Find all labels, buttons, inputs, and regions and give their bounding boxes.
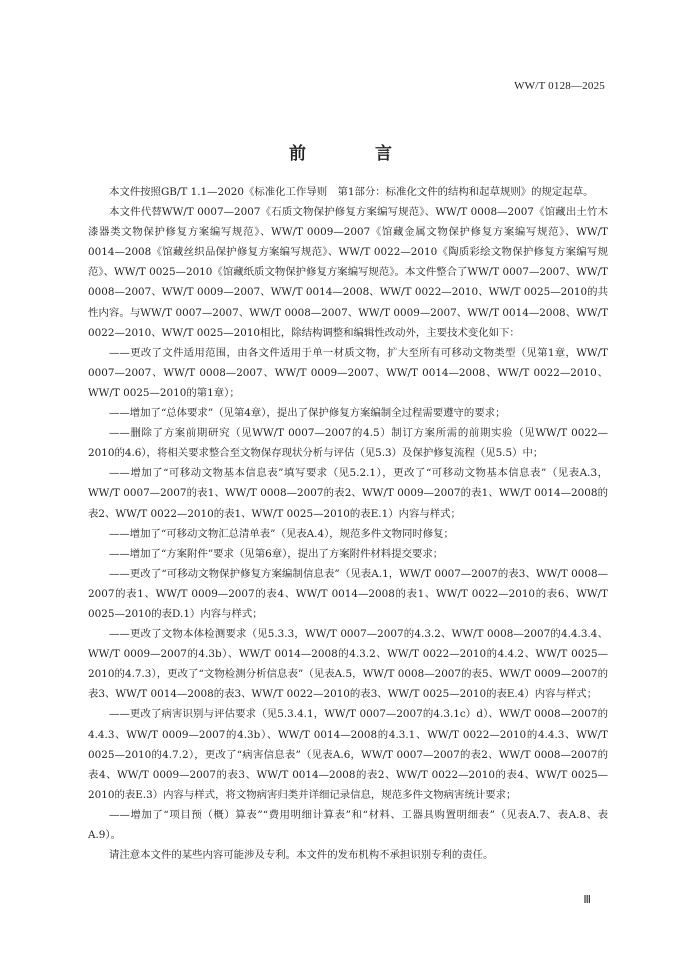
page-number: Ⅲ [583,894,591,906]
document-body [88,182,608,865]
page-title: 前 言 [289,144,418,164]
paragraph: ——更改了文件适用范围，由各文件适用于单一材质文物，扩大至所有可移动文物类型（见第1章，WW/T 0007—2007、WW/T 0008—2007、WW/T 0009—2007、WW/T 0014—2008、WW/T 0022—2010、WW/T 0025—2010的第1章）； [88,346,608,399]
document-code: WW/T 0128—2025 [514,80,605,92]
paragraph: 本文件代替WW/T 0007—2007《石质文物保护修复方案编写规范》、WW/T 0008—2007《馆藏出土竹木漆器类文物保护修复方案编写规范》、WW/T 0009—2007《馆藏金属文物保护修复方案编写规范》、WW/T 0014—2008《馆藏丝织品保护修复方案编写规范》、WW/T 0022—2010《陶质彩绘文物保护修复方案编写规范》、WW/T 0025—2010《馆藏纸质文物保护修复方案编写规范》。本文件整合了WW/T 0007—2007、WW/T 0008—2007、WW/T 0009—2007、WW/T 0014—2008、WW/T 0022—2010、WW/T 0025—2010的共性内容。与WW/T 0007—2007、WW/T 0008—2007、WW/T 0009—2007、WW/T 0014—2008、WW/T 0022—2010、WW/T 0025—2010相比，除结构调整和编辑性改动外，主要技术变化如下： [88,206,608,339]
paragraph: 本文件按照GB/T 1.1—2020《标准化工作导则 第1部分：标准化文件的结构和起草规则》的规定起草。 [109,186,594,198]
paragraph: ——增加了“方案附件”要求（见第6章），提出了方案附件材料提交要求； [109,547,444,560]
paragraph: ——更改了“可移动文物保护修复方案编制信息表”（见表A.1，WW/T 0007—2007的表3、WW/T 0008—2007的表1、WW/T 0009—2007的表4、WW/T 0014—2008的表1、WW/T 0022—2010的表6、WW/T 0025—2010的表D.1）内容与样式； [88,567,608,620]
paragraph: ——增加了“项目预（概）算表”“费用明细计算表”和“材料、工器具购置明细表”（见表A.7、表A.8、表A.9）。 [88,808,609,841]
paragraph: ——增加了“可移动文物基本信息表”填写要求（见5.2.1），更改了“可移动文物基本信息表”（见表A.3，WW/T 0007—2007的表1、WW/T 0008—2007的表2、WW/T 0009—2007的表1、WW/T 0014—2008的表2、WW/T 0022—2010的表1、WW/T 0025—2010的表E.1）内容与样式； [88,467,608,520]
paragraph: ——增加了“总体要求”（见第4章），提出了保护修复方案编制全过程需要遵守的要求； [109,407,506,420]
paragraph: 请注意本文件的某些内容可能涉及专利。本文件的发布机构不承担识别专利的责任。 [109,849,494,862]
paragraph: ——更改了文物本体检测要求（见5.3.3，WW/T 0007—2007的4.3.2、WW/T 0008—2007的4.4.3.4、WW/T 0009—2007的4.3b）、WW/T 0014—2008的4.3.2、WW/T 0022—2010的4.4.2、WW/T 0025—2010的4.7.3），更改了“文物检测分析信息表”（见表A.5，WW/T 0008—2007的表5、WW/T 0009—2007的表3、WW/T 0014—2008的表3、WW/T 0022—2010的表3、WW/T 0025—2010的表E.4）内容与样式； [88,628,608,701]
paragraph: ——更改了病害识别与评估要求（见5.3.4.1，WW/T 0007—2007的4.3.1c）d）、WW/T 0008—2007的4.4.3、WW/T 0009—2007的4.3b）、WW/T 0014—2008的4.3.1、WW/T 0022—2010的4.4.3、WW/T 0025—2010的4.7.2），更改了“病害信息表”（见表A.6，WW/T 0007—2007的表2、WW/T 0008—2007的表4、WW/T 0009—2007的表3、WW/T 0014—2008的表2、WW/T 0022—2010的表4、WW/T 0025—2010的表E.3）内容与样式，将文物病害归类并详细记录信息，规范多件文物病害统计要求； [88,708,608,801]
paragraph: ——增加了“可移动文物汇总清单表”（见表A.4），规范多件文物同时修复； [109,527,454,540]
paragraph: ——删除了方案前期研究（见WW/T 0007—2007的4.5）制订方案所需的前期实验（见WW/T 0022—2010的4.6），将相关要求整合至文物保存现状分析与评估（见5.3）及保护修复流程（见5.5）中； [88,427,608,460]
